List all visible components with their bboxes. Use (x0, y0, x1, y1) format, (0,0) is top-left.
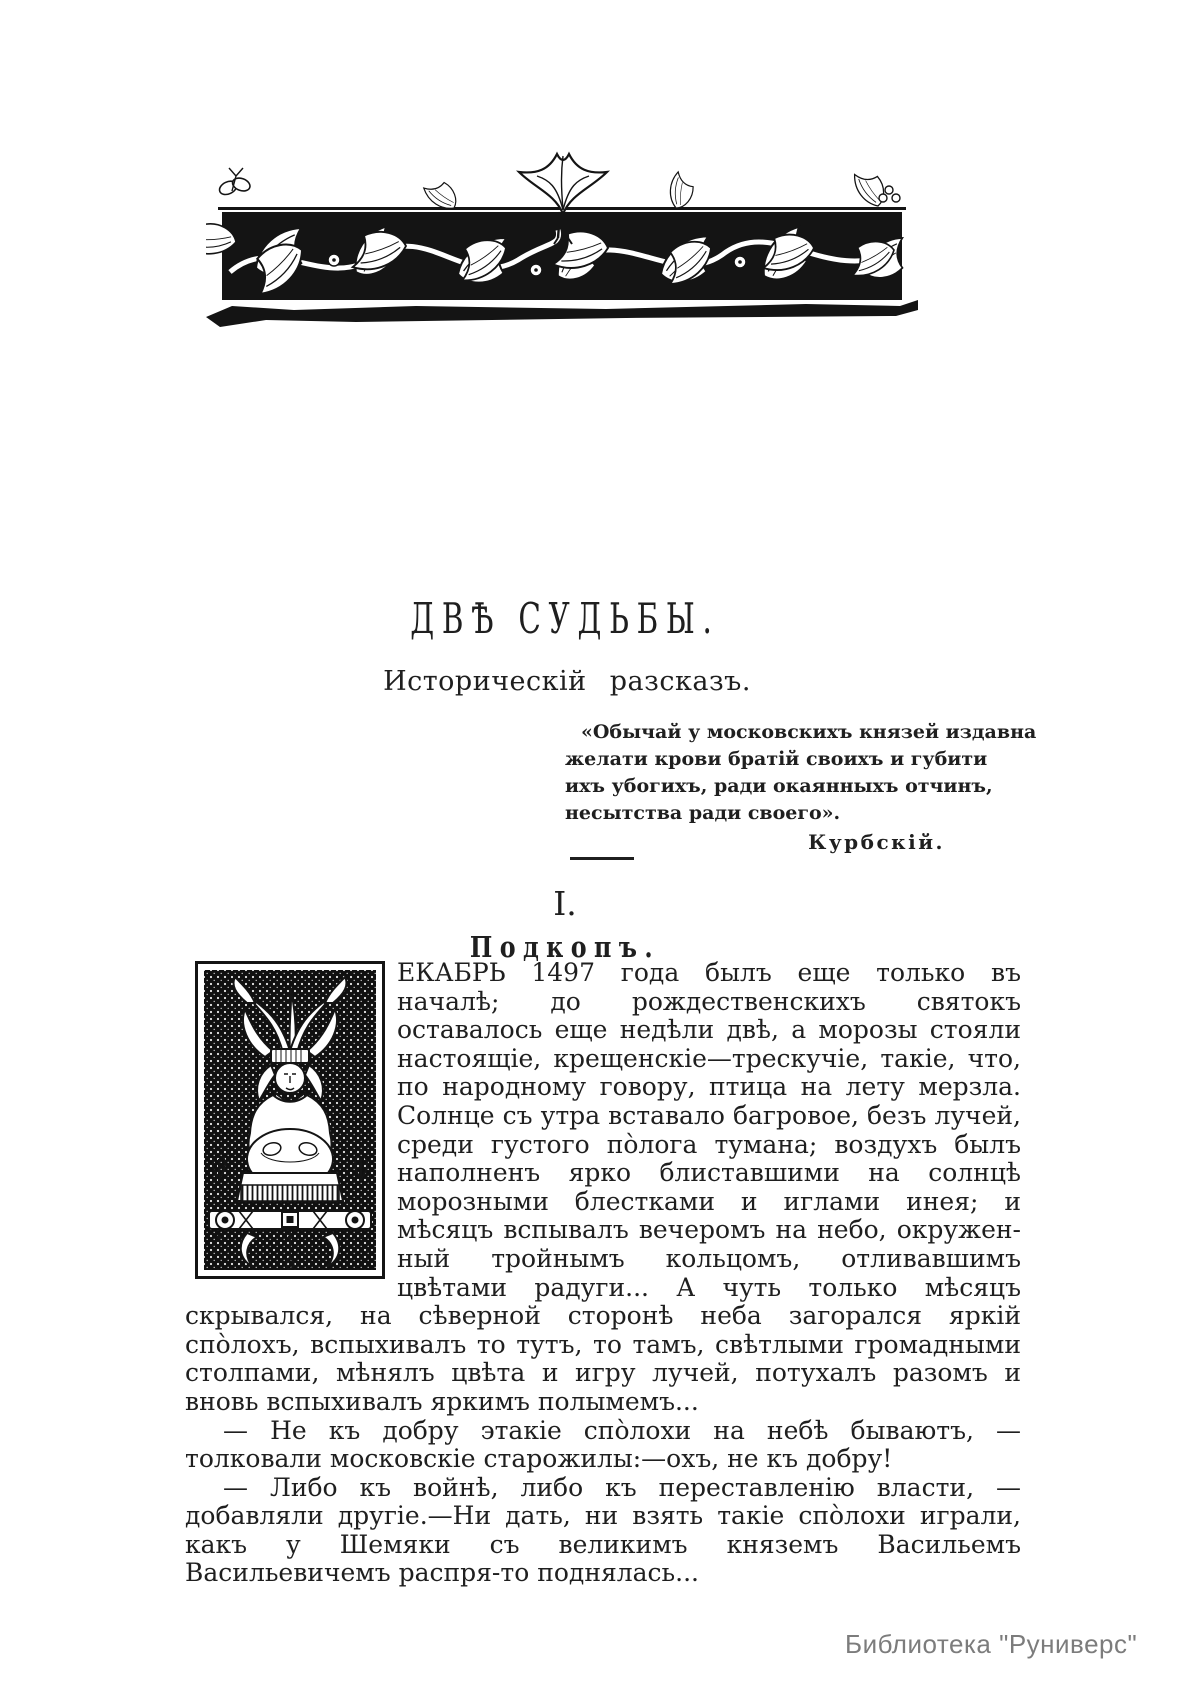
story-body (185, 959, 1021, 1588)
chapter-number: I. (553, 884, 577, 923)
epigraph-line: желати крови братій своихъ и губити (565, 748, 988, 770)
story-title-text: ДВѢ СУДЬБЫ. (410, 594, 720, 643)
story-title (0, 594, 1130, 643)
story-subtitle: Историческій разсказъ. (383, 666, 751, 697)
butterfly-motif (217, 168, 251, 197)
woodcut-figure-graphic (195, 961, 385, 1279)
library-watermark: Библиотека "Руниверс" (845, 1629, 1138, 1659)
chapter-title-text: Подкопъ. (469, 930, 661, 964)
epigraph (565, 719, 1037, 856)
epigraph-line: ихъ убогихъ, ради окаянныхъ отчинъ, (565, 775, 993, 797)
epigraph-line: «Обычай у московскихъ князей издавна (581, 721, 1037, 743)
floral-engraving-graphic (206, 150, 920, 332)
story-paragraph: — Либо къ войнѣ, либо къ переставленію власти, — добавляли другіе.—Ни дать, ни взять такіе спо̀лохи играли, какъ у Шемяки съ великимъ княземъ Васильемъ Васильевичемъ распря-то поднялась... (185, 1472, 1021, 1588)
story-paragraph: ЕКАБРЬ 1497 года былъ еще только въ началѣ; до рождественскихъ святокъ оставалось еще недѣли двѣ, а морозы стояли настоящіе, крещенскіе—трескучіе, такіе, что, по народному говору, птица на лету мерзла. Солнце съ утра вставало багровое, безъ лучей, среди густого по̀лога тумана; воздухъ былъ наполненъ ярко блиставшими на солнцѣ морозными блестками и иглами инея; и мѣсяцъ вспывалъ вечеромъ на небо, окруженный тройнымъ кольцомъ, отливавшимъ цвѣтами радуги... А чуть только мѣсяцъ скрывался, на сѣверной сторонѣ неба загорался яркій спо̀лохъ, вспыхивалъ то тутъ, то тамъ, свѣтлыми громадными столпами, мѣнялъ цвѣта и игру лучей, потухалъ разомъ и вновь вспыхивалъ яркимъ полымемъ... (185, 958, 1021, 1416)
story-paragraph: — Не къ добру этакіе спо̀лохи на небѣ бываютъ, — толковали московскіе старожилы:—охъ, не къ добру! (185, 1415, 1021, 1474)
epigraph-line: несытства ради своего». (565, 802, 841, 824)
initial-illustration (195, 961, 385, 1279)
epigraph-attribution: Курбскій. (808, 830, 945, 854)
section-divider-rule (570, 857, 634, 860)
header-ornament (206, 150, 920, 332)
